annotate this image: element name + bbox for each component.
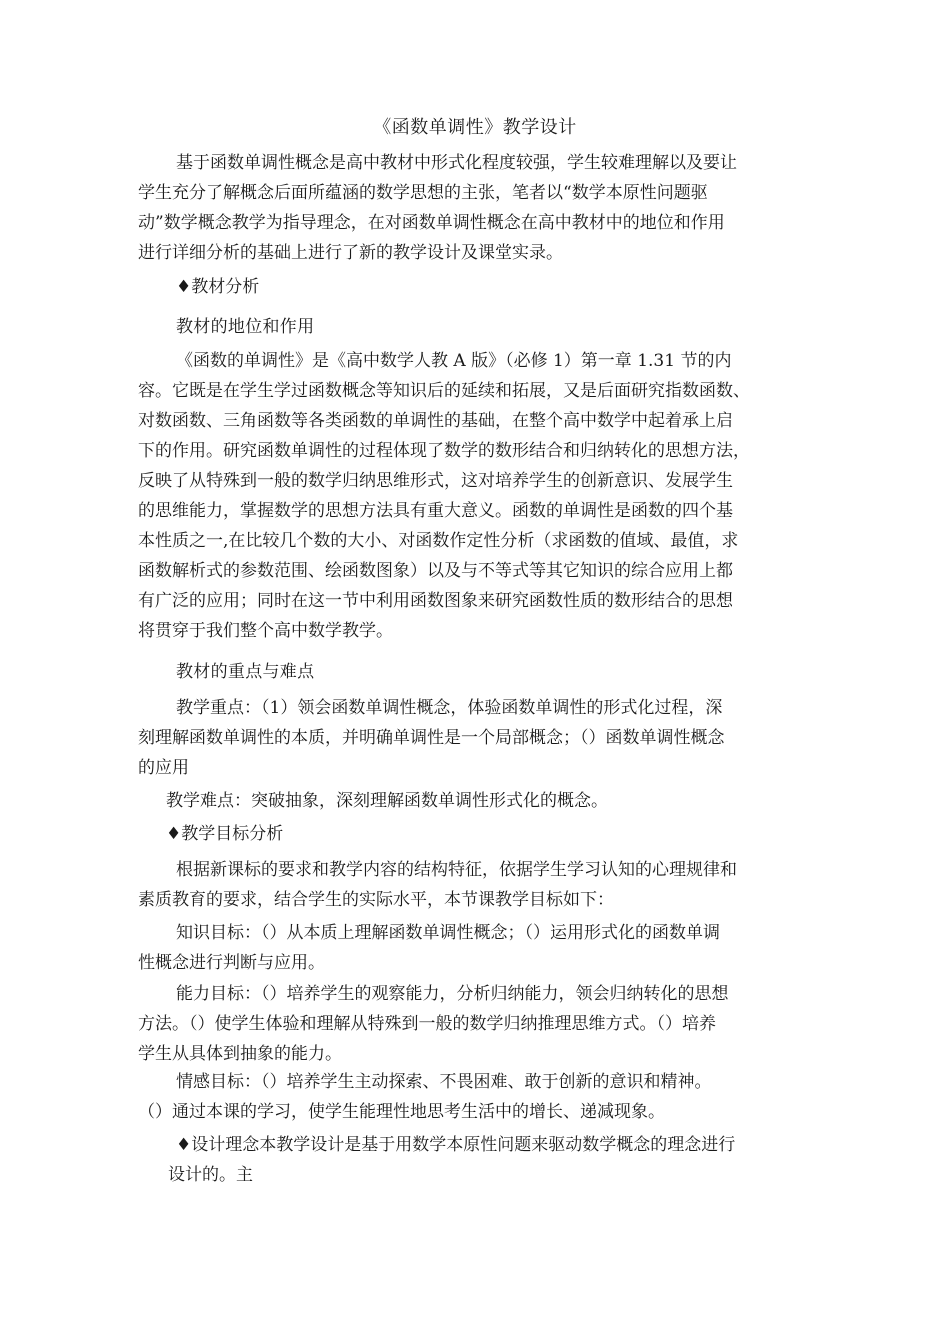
paragraph-line: 素质教育的要求，结合学生的实际水平，本节课教学目标如下： [138,890,614,910]
heading-key-and-difficult-points: 教材的重点与难点 [176,662,315,682]
paragraph-line: 设计的。主 [168,1165,253,1185]
paragraph-line: 《函数的单调性》是《高中数学人教 A 版》（必修 1）第一章 1.31 节的内 [176,351,732,371]
paragraph-line: 对数函数、三角函数等各类函数的单调性的基础，在整个高中数学中起着承上启 [138,411,733,431]
intro-line: 进行详细分析的基础上进行了新的教学设计及课堂实录。 [138,243,563,263]
key-points-paragraph [138,693,822,783]
design-concept-paragraph [168,1130,822,1190]
document-title: 《函数单调性》教学设计 [373,117,577,138]
ability-goal-paragraph [138,979,822,1069]
intro-paragraph [138,148,822,268]
intro-line: 学生充分了解概念后面所蕴涵的数学思想的主张，笔者以“数学本原性问题驱 [138,183,708,203]
paragraph-line: 性概念进行判断与应用。 [138,953,325,973]
knowledge-goal-paragraph [138,918,822,978]
paragraph-line: 情感目标：（）培养学生主动探索、不畏困难、敢于创新的意识和精神。 [176,1072,712,1092]
paragraph-line: 本性质之一,在比较几个数的大小、对函数作定性分析（求函数的值域、最值，求 [138,531,739,551]
emotion-goal-paragraph [138,1067,822,1127]
paragraph-line: 方法。（）使学生体验和理解从特殊到一般的数学归纳推理思维方式。（）培养 [138,1014,716,1034]
paragraph-line: 的思维能力，掌握数学的思想方法具有重大意义。函数的单调性是函数的四个基 [138,501,733,521]
difficulty-paragraph [166,786,822,816]
paragraph-line: 函数解析式的参数范围、绘函数图象）以及与不等式等其它知识的综合应用上都 [138,561,733,581]
paragraph-line: 根据新课标的要求和教学内容的结构特征，依据学生学习认知的心理规律和 [176,860,737,880]
paragraph-line: 容。它既是在学生学过函数概念等知识后的延续和拓展，又是后面研究指数函数、 [138,381,750,401]
paragraph-line: 知识目标：（）从本质上理解函数单调性概念；（）运用形式化的函数单调 [176,923,720,943]
paragraph-line: 教学难点：突破抽象，深刻理解函数单调性形式化的概念。 [166,791,608,811]
intro-line: 基于函数单调性概念是高中教材中形式化程度较强，学生较难理解以及要让 [176,153,737,173]
paragraph-line: 的应用 [138,758,189,778]
paragraph-line: 下的作用。研究函数单调性的过程体现了数学的数形结合和归纳转化的思想方法， [138,441,750,461]
paragraph-line: 学生从具体到抽象的能力。 [138,1044,342,1064]
heading-status-and-role: 教材的地位和作用 [176,317,315,337]
paragraph-line: 能力目标：（）培养学生的观察能力，分析归纳能力，领会归纳转化的思想 [176,984,729,1004]
paragraph-line: 反映了从特殊到一般的数学归纳思维形式，这对培养学生的创新意识、发展学生 [138,471,733,491]
paragraph-line: 有广泛的应用；同时在这一节中利用函数图象来研究函数性质的数形结合的思想 [138,591,733,611]
paragraph-line: （）通过本课的学习，使学生能理性地思考生活中的增长、递减现象。 [138,1102,665,1122]
paragraph-line: ♦设计理念本教学设计是基于用数学本原性问题来驱动数学概念的理念进行 [176,1135,736,1155]
intro-line: 动”数学概念教学为指导理念，在对函数单调性概念在高中教材中的地位和作用 [138,213,725,233]
paragraph-line: 教学重点：（1）领会函数单调性概念，体验函数单调性的形式化过程，深 [176,698,723,718]
status-role-paragraph [138,346,822,646]
goals-intro-paragraph [138,855,822,915]
section-bullet-textbook-analysis: ♦教材分析 [176,277,260,297]
paragraph-line: 将贯穿于我们整个高中数学教学。 [138,621,393,641]
section-bullet-teaching-goals: ♦教学目标分析 [166,824,284,844]
paragraph-line: 刻理解函数单调性的本质，并明确单调性是一个局部概念；（）函数单调性概念 [138,728,725,748]
